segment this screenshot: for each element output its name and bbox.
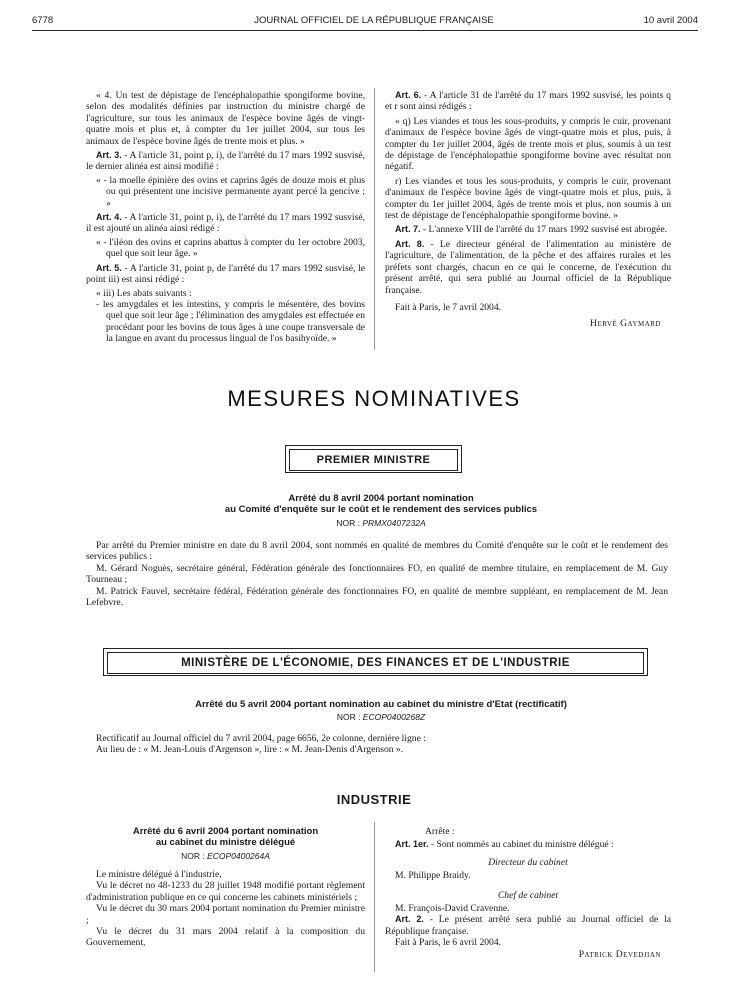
article-5 bbox=[86, 263, 365, 286]
arrete-title bbox=[86, 493, 676, 515]
article-text: - Le directeur général de l'alimentation au ministère de l'agriculture, de l'alimentation, de la pêche et des affaires rurales et les préfets sont chargés, chacun en ce qui le concerne, de l'exécution du présent arrêté, qui sera publié au Journal officiel de la République française. bbox=[385, 238, 671, 296]
issue-date: 10 avril 2004 bbox=[643, 15, 698, 26]
article-label: Art. 7. bbox=[395, 224, 421, 235]
minefi-body bbox=[86, 733, 668, 756]
nor-code: ECOP0400268Z bbox=[362, 712, 426, 722]
article-2 bbox=[385, 914, 671, 937]
fait-a-paris: Fait à Paris, le 6 avril 2004. bbox=[395, 937, 502, 949]
article-label: Art. 2. bbox=[395, 914, 424, 925]
article-8 bbox=[385, 239, 671, 296]
paragraph: Au lieu de : « M. Jean-Louis d'Argenson », lire : « M. Jean-Denis d'Argenson ». bbox=[96, 744, 404, 756]
quote: « q) Les viandes et tous les sous-produits, y compris le cuir, provenant d'animaux de l'espèce bovine âgés de vingt-quatre mois et plus, puis, à compter du 1er juillet 2004, âgés de trente mois et plus, soumis à un test de dépistage de l'encéphalopathie spongiforme bovine avec résultat non négatif. bbox=[385, 115, 671, 173]
article-label: Art. 6. bbox=[395, 90, 422, 100]
article-1 bbox=[385, 839, 671, 850]
industrie-right-body bbox=[385, 826, 671, 960]
column-divider bbox=[374, 822, 375, 972]
article-text: - A l'article 31, point p, i), de l'arrêté du 17 mars 1992 susvisé, il est ajouté un alinéa ainsi rédigé : bbox=[86, 212, 365, 235]
nor-reference bbox=[86, 517, 676, 529]
nor-reference bbox=[86, 711, 676, 723]
paragraph: M. Gérard Noguès, secrétaire général, Fédération générale des fonctionnaires FO, en qualité de membre titulaire, en remplacement de M. Guy Tourneau ; bbox=[86, 562, 668, 586]
arrete-title: Arrêté du 5 avril 2004 portant nomination au cabinet du ministre d'Etat (rectificatif) bbox=[195, 699, 567, 710]
paragraph: Rectificatif au Journal officiel du 7 avril 2004, page 6656, 2e colonne, dernière ligne : bbox=[96, 733, 426, 744]
article-label: Art. 5. bbox=[96, 262, 122, 273]
article-text: - Le présent arrêté sera publié au Journal officiel de la République française. bbox=[385, 914, 671, 937]
paragraph: « 4. Un test de dépistage de l'encéphalopathie spongiforme bovine, selon des modalités définies par instruction du ministre chargé de l'agriculture, sur tous les animaux de l'espèce bovine âgés de vingt-quatre mois et plus et, à compter du 1er juillet 2004, sur tous les animaux de l'espèce bovine âgés de trente mois et plus. » bbox=[86, 90, 365, 147]
title-line: au Comité d'enquête sur le coût et le rendement des services publics bbox=[224, 504, 538, 515]
nor-label: NOR : bbox=[181, 851, 208, 861]
role-label: Directeur du cabinet bbox=[488, 856, 568, 868]
quote: « - l'iléon des ovins et caprins abattus à compter du 1er octobre 2003, quel que soit leur âge. » bbox=[96, 236, 365, 260]
nor-code: ECOP0400264A bbox=[207, 851, 270, 861]
title-line: Arrêté du 6 avril 2004 portant nomination bbox=[132, 826, 319, 837]
article-label: Art. 8. bbox=[395, 238, 425, 249]
article-label: Art. 3. bbox=[96, 150, 122, 161]
signature: Patrick Devedjian bbox=[578, 948, 661, 960]
section-heading-mesures: MESURES NOMINATIVES bbox=[227, 386, 521, 411]
article-text: - Sont nommés au cabinet du ministre délégué : bbox=[428, 839, 614, 851]
paragraph: Vu le décret du 30 mars 2004 portant nomination du Premier ministre ; bbox=[86, 903, 365, 926]
page-number: 6778 bbox=[32, 15, 54, 26]
nor-reference bbox=[86, 850, 365, 862]
premier-ministre-box bbox=[285, 445, 462, 473]
article-text: - A l'article 31, point p, de l'arrêté du 17 mars 1992 susvisé, le point iii) est ainsi rédigé : bbox=[86, 262, 365, 286]
article-text: - A l'article 31 de l'arrêté du 17 mars 1992 susvisé, les points q et r sont ainsi rédigés : bbox=[385, 90, 671, 113]
article-7 bbox=[385, 224, 671, 235]
box-label: MINISTÈRE DE L'ÉCONOMIE, DES FINANCES ET DE L'INDUSTRIE bbox=[107, 652, 644, 674]
column-divider bbox=[374, 88, 375, 350]
article-text: - A l'article 31, point p, i), de l'arrêté du 17 mars 1992 susvisé, le dernier alinéa est ainsi modifié : bbox=[86, 150, 365, 173]
industrie-left-body bbox=[86, 869, 365, 949]
article-label: Art. 4. bbox=[96, 212, 122, 223]
paragraph: Vu le décret du 31 mars 2004 relatif à la composition du Gouvernement, bbox=[86, 926, 365, 949]
article-6 bbox=[385, 90, 671, 113]
quote: - les amygdales et les intestins, y compris le mésentère, des bovins quel que soit leur âge ; l'élimination des amygdales est effectuée en procédant pour les bovins de tous âges à une coupe transversale de la langue en avant du processus lingual de l'os basihyoïde. » bbox=[96, 298, 365, 345]
paragraph: Vu le décret no 48-1233 du 28 juillet 1948 modifié portant règlement d'administration publique en ce qui concerne les cabinets ministériels ; bbox=[86, 880, 365, 903]
left-column bbox=[86, 90, 365, 345]
paragraph: M. Patrick Fauvel, secrétaire fédéral, Fédération générale des fonctionnaires FO, en qualité de membre suppléant, en remplacement de M. Jean Lefebvre. bbox=[86, 585, 668, 609]
quote: « - la moelle épinière des ovins et caprins âgés de douze mois et plus ou qui présentent une incisive permanente ayant percé la gencive ; » bbox=[96, 174, 365, 209]
fait-a-paris: Fait à Paris, le 7 avril 2004. bbox=[395, 301, 502, 313]
minefi-box bbox=[103, 648, 648, 676]
article-text: - L'annexe VIII de l'arrêté du 17 mars 1992 susvisé est abrogée. bbox=[420, 224, 668, 236]
paragraph: Par arrêté du Premier ministre en date du 8 avril 2004, sont nommés en qualité de membres du Comité d'enquête sur le coût et le rendement des services publics : bbox=[86, 540, 668, 563]
title-line: Arrêté du 8 avril 2004 portant nomination bbox=[288, 493, 474, 504]
signature: Hervé Gaymard bbox=[590, 318, 661, 330]
header-rule bbox=[32, 30, 698, 31]
role-label: Chef de cabinet bbox=[497, 889, 559, 901]
appointee-name: M. François-David Cravenne. bbox=[395, 903, 510, 915]
article-4 bbox=[86, 212, 365, 235]
paragraph: Le ministre délégué à l'industrie, bbox=[96, 869, 222, 880]
arrete-title bbox=[86, 826, 365, 848]
appointee-name: M. Philippe Braidy. bbox=[395, 870, 471, 882]
nor-code: PRMX0407232A bbox=[362, 518, 426, 528]
nor-label: NOR : bbox=[336, 518, 363, 528]
article-3 bbox=[86, 150, 365, 173]
title-line: au cabinet du ministre délégué bbox=[155, 837, 296, 848]
box-label: PREMIER MINISTRE bbox=[289, 449, 458, 471]
article-label: Art. 1er. bbox=[395, 839, 429, 850]
quote: « iii) Les abats suivants : bbox=[96, 287, 192, 299]
premier-body bbox=[86, 540, 668, 608]
section-heading-industrie: INDUSTRIE bbox=[336, 792, 412, 807]
quote: r) Les viandes et tous les sous-produits, y compris le cuir, provenant d'animaux de l'espèce bovine âgés de vingt-quatre mois et plus, puis, à compter du 1er juillet 2004, âgés de trente mois et plus, non soumis à un test de dépistage de l'encéphalopathie spongiforme bovine. » bbox=[385, 175, 671, 222]
right-column bbox=[385, 90, 671, 330]
arrete-label: Arrête : bbox=[425, 826, 455, 837]
journal-title: JOURNAL OFFICIEL DE LA RÉPUBLIQUE FRANÇAISE bbox=[254, 15, 494, 26]
nor-label: NOR : bbox=[336, 712, 363, 722]
